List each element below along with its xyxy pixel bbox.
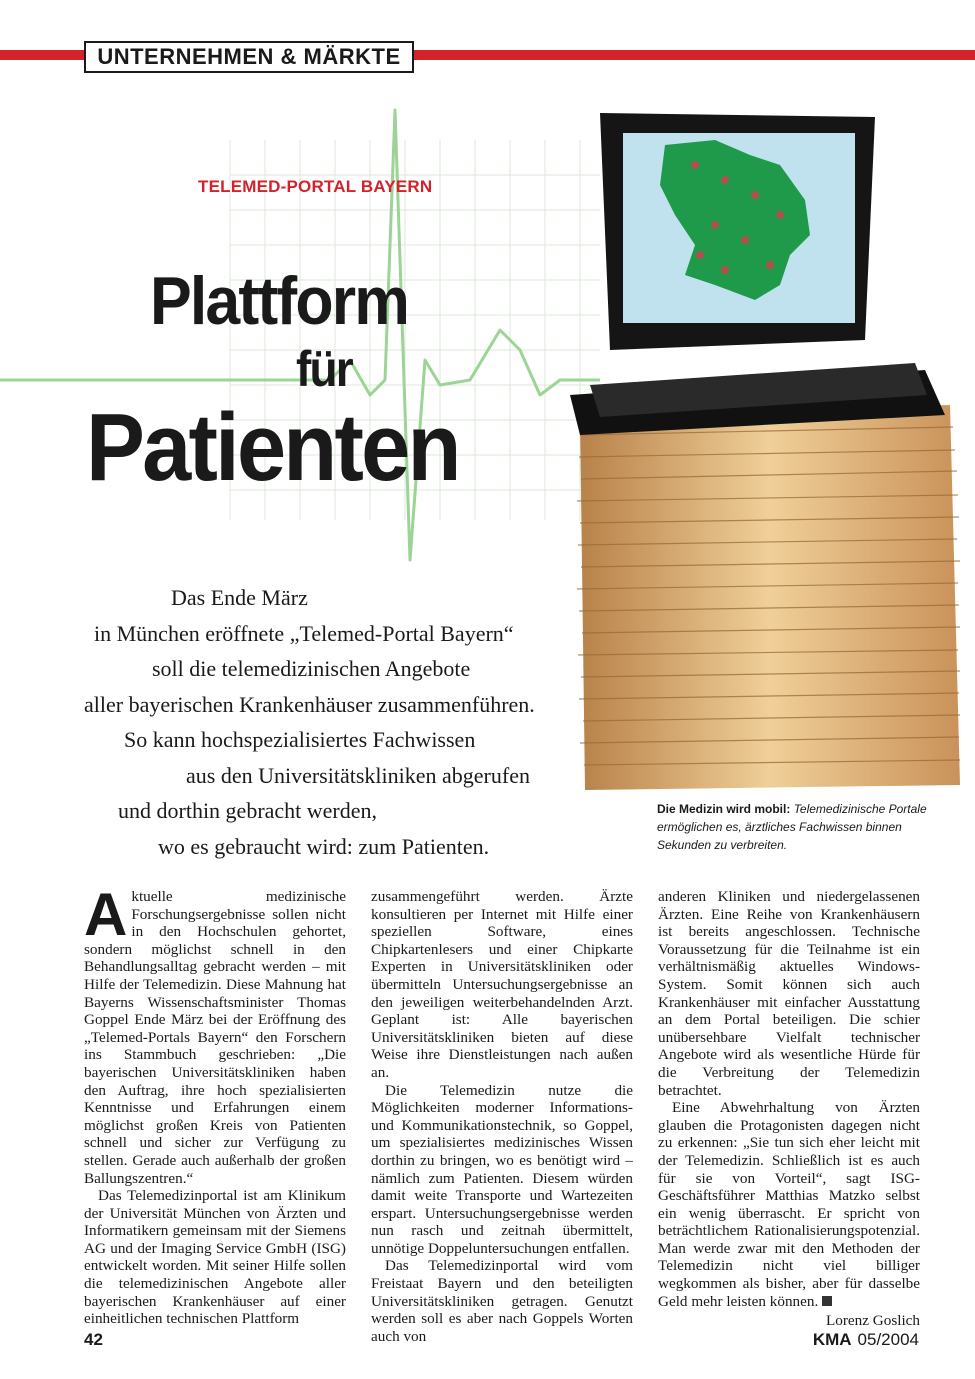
headline-line-1: Plattform [150,263,409,339]
lead-line: Das Ende März [171,585,308,610]
body-paragraph: anderen Kliniken und niedergelassenen Ärzten. Eine Reihe von Krankenhäusern ist bereits angeschlossen. Technische Voraussetzung für die Teilnahme ist ein verhältnismäßig aktuelles Windows-System. Somit können sich auch Krankenhäuser mit einfacher Ausstattung an dem Portal beteiligen. Die schier unübersehbare Vielfalt technischer Angebote wird als wesentliche Hürde für die Verbreitung der Telemedizin betrachtet. [658,888,920,1099]
text-column-2 [371,888,633,1345]
caption-bold: Die Medizin wird mobil: [657,802,791,816]
headline-line-3: Patienten [86,394,459,501]
lead-line: wo es gebraucht wird: zum Patienten. [158,833,490,859]
end-mark-icon [822,1296,832,1306]
laptop-on-paper-stack-image [565,105,965,795]
text-column-3 [658,888,920,1330]
drop-cap: A [84,881,128,948]
section-bar-left [0,50,84,60]
body-paragraph: Das Telemedizinportal wird vom Freistaat Bayern und den beteiligten Universitätskliniken getragen. Genutzt werden soll es aber nach Goppels Worten auch von [371,1257,633,1345]
article-author: Lorenz Goslich [825,1312,920,1330]
headline-line-2: für [296,341,352,397]
body-paragraph: Eine Abwehrhaltung von Ärzten glauben die Protagonisten dagegen nicht zu erkennen: „Sie tun sich eher leicht mit der Telemedizin. Schließlich ist es auch für sie von Vorteil“, sagt ISG-Geschäftsführer Matthias Matzko selbst ein wenig überrascht. Er spricht von beträchtlichem Rationalisierungspotenzial. Man werde zwar mit den Methoden der Telemedizin nicht viel billiger wegkommen als bisher, aber für dasselbe Geld mehr leisten können. [658,1099,920,1310]
section-header [84,41,414,73]
lead-line: in München eröffnete „Telemed-Portal Bayern“ [94,620,514,646]
lead-line: und dorthin gebracht werden, [118,798,378,823]
lead-line: So kann hochspezialisiertes Fachwissen [124,727,476,752]
body-paragraph: Die Telemedizin nutze die Möglichkeiten moderner Informations- und Kommunikationstechnik, so Goppel, um spezialisiertes medizinisches Wissen dorthin zu bringen, wo es benötigt wird – nämlich zum Patienten. Diesem würden damit weite Transporte und Wartezeiten erspart. Untersuchungsergebnisse werden nun rasch und zeitnah übermittelt, unnötige Doppeluntersuchungen entfallen. [371,1081,633,1257]
body-paragraph: Aktuelle medizinische Forschungsergebnisse sollen nicht in den Hochschulen gehortet, sondern möglichst schnell in den Behandlungsalltag gebracht werden – mit Hilfe der Telemedizin. Diese Mahnung hat Bayerns Wissenschaftsminister Thomas Goppel Ende März bei der Eröffnung des „Telemed-Portals Bayern“ den Forschern ins Stammbuch geschrieben: „Die bayerischen Universitätskliniken haben den Auftrag, ihre hoch spezialisierten Kenntnisse und Erfahrungen einem möglichst großen Kreis von Patienten schnell und sicher zur Verfügung zu stellen. Gerade auch außerhalb der großen Ballungszentren.“ [84,881,346,1187]
issue-number: 05/2004 [857,1330,919,1349]
section-bar-right [414,50,975,60]
lead-line: aus den Universitätskliniken abgerufen [186,762,530,788]
lead-line: soll die telemedizinischen Angebote [152,656,471,681]
magazine-name: KMA [812,1330,852,1349]
lead-line: aller bayerischen Krankenhäuser zusammenführen. [84,691,535,717]
text-column-1 [84,881,346,1328]
body-paragraph: zusammengeführt werden. Ärzte konsultieren per Internet mit Hilfe einer speziellen Software, eines Chipkartenlesers und einer Chipkarte Experten in Universitätskliniken oder übermitteln Untersuchungsergebnisse an den jeweiligen weiterbehandelnden Arzt. Geplant ist: Alle bayerischen Universitätskliniken bieten auf diese Weise ihre Dienstleistungen nach außen an. [371,888,633,1081]
section-title: UNTERNEHMEN & MÄRKTE [97,44,401,69]
image-caption [657,800,927,854]
caption-text: Telemedizinische Portale ermöglichen es, ärztliches Fachwissen binnen Sekunden zu verbreiten. [657,802,927,852]
footer-issue [813,1330,919,1350]
body-paragraph: Das Telemedizinportal ist am Klinikum der Universität München von Ärzten und Informatikern gemeinsam mit der Siemens AG und der Imaging Service GmbH (ISG) entwickelt worden. Mit seiner Hilfe sollen die telemedizinischen Angebote aller bayerischen Krankenhäuser auf einer einheitlichen technischen Plattform [84,1187,346,1328]
article-kicker: TELEMED-PORTAL BAYERN [198,177,433,196]
page-number: 42 [84,1330,103,1349]
